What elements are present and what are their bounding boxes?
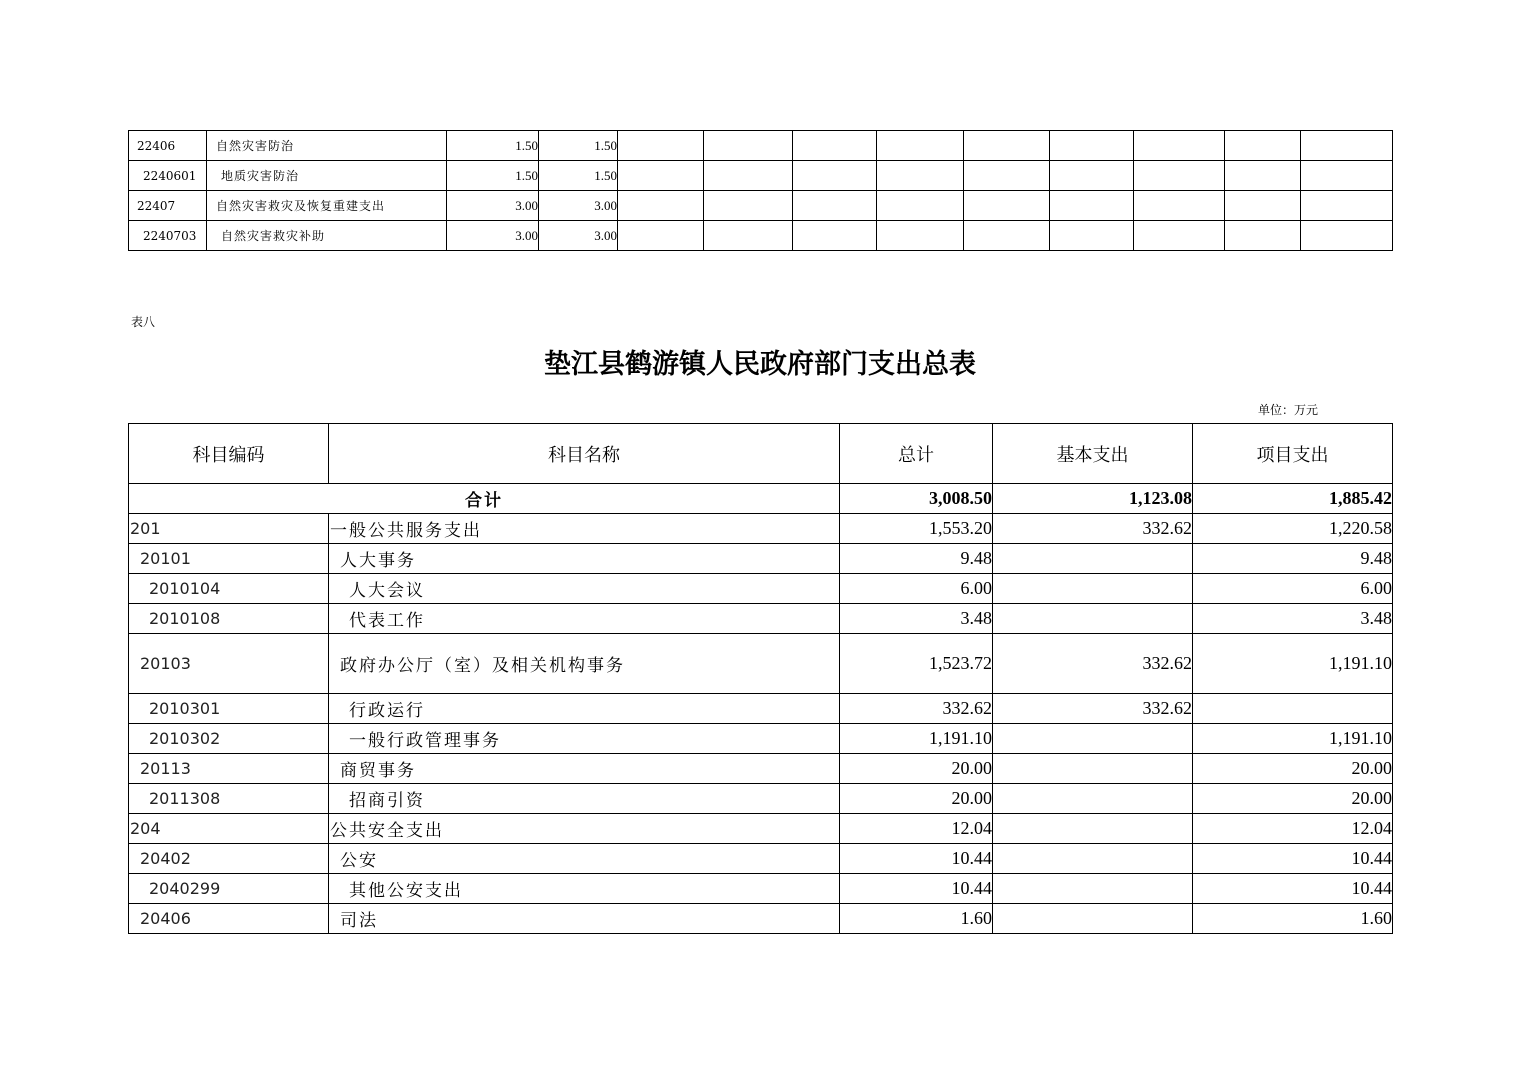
- row-total: 1.50: [447, 131, 539, 161]
- continued-table: [128, 130, 1393, 251]
- row-project: 9.48: [1193, 544, 1393, 574]
- row-total: 1,523.72: [840, 634, 993, 694]
- unit-note: 单位：万元: [1258, 403, 1319, 417]
- total-label: 合计: [129, 484, 840, 514]
- row-project: 20.00: [1193, 754, 1393, 784]
- row-total: 10.44: [840, 874, 993, 904]
- table-row: [129, 784, 1393, 814]
- row-code: 2010302: [129, 724, 329, 754]
- row-name: 一般公共服务支出: [329, 514, 840, 544]
- total-row: [129, 484, 1393, 514]
- empty-cell: [877, 161, 964, 191]
- empty-cell: [704, 191, 793, 221]
- row-name: 自然灾害防治: [207, 131, 447, 161]
- row-total: 10.44: [840, 844, 993, 874]
- empty-cell: [877, 131, 964, 161]
- table-row: [129, 514, 1393, 544]
- row-basic: [993, 844, 1193, 874]
- table-row: [129, 724, 1393, 754]
- row-code: 22406: [129, 131, 207, 161]
- empty-cell: [1301, 221, 1393, 251]
- row-project: 1,191.10: [1193, 724, 1393, 754]
- empty-cell: [793, 221, 877, 251]
- row-name: 商贸事务: [329, 754, 840, 784]
- row-name: 其他公安支出: [329, 874, 840, 904]
- row-total: 1,191.10: [840, 724, 993, 754]
- empty-cell: [618, 131, 704, 161]
- row-basic: [993, 724, 1193, 754]
- row-project: [1193, 694, 1393, 724]
- header-name: 科目名称: [329, 424, 840, 484]
- table-row: [129, 694, 1393, 724]
- empty-cell: [793, 191, 877, 221]
- empty-cell: [618, 221, 704, 251]
- row-project: 1.60: [1193, 904, 1393, 934]
- table-row: [129, 544, 1393, 574]
- row-basic: 332.62: [993, 514, 1193, 544]
- row-basic: [993, 874, 1193, 904]
- row-name: 地质灾害防治: [207, 161, 447, 191]
- row-name: 代表工作: [329, 604, 840, 634]
- row-total: 6.00: [840, 574, 993, 604]
- row-code: 2010108: [129, 604, 329, 634]
- header-row: [129, 424, 1393, 484]
- row-basic: [993, 904, 1193, 934]
- table-row: [129, 874, 1393, 904]
- table-row: [129, 161, 1393, 191]
- row-basic: [993, 574, 1193, 604]
- row-total: 3.00: [447, 191, 539, 221]
- table-row: [129, 574, 1393, 604]
- row-project: 1,220.58: [1193, 514, 1393, 544]
- empty-cell: [1050, 131, 1134, 161]
- row-name: 人大事务: [329, 544, 840, 574]
- row-project: 6.00: [1193, 574, 1393, 604]
- empty-cell: [618, 191, 704, 221]
- row-basic: [993, 814, 1193, 844]
- row-project: 10.44: [1193, 844, 1393, 874]
- empty-cell: [1301, 161, 1393, 191]
- row-code: 20406: [129, 904, 329, 934]
- row-name: 自然灾害救灾及恢复重建支出: [207, 191, 447, 221]
- row-basic: 332.62: [993, 694, 1193, 724]
- row-project: 10.44: [1193, 874, 1393, 904]
- empty-cell: [704, 161, 793, 191]
- table-row: [129, 221, 1393, 251]
- table-number-label: 表八: [131, 315, 156, 329]
- table-row: [129, 131, 1393, 161]
- empty-cell: [964, 191, 1050, 221]
- row-code: 204: [129, 814, 329, 844]
- empty-cell: [1134, 131, 1225, 161]
- row-name: 公共安全支出: [329, 814, 840, 844]
- row-code: 20113: [129, 754, 329, 784]
- page-title: 垫江县鹤游镇人民政府部门支出总表: [544, 349, 976, 380]
- row-total: 332.62: [840, 694, 993, 724]
- empty-cell: [704, 131, 793, 161]
- empty-cell: [1134, 221, 1225, 251]
- total-project: 1,885.42: [1193, 484, 1393, 514]
- empty-cell: [1225, 221, 1301, 251]
- empty-cell: [1050, 161, 1134, 191]
- empty-cell: [964, 161, 1050, 191]
- row-code: 22407: [129, 191, 207, 221]
- row-name: 一般行政管理事务: [329, 724, 840, 754]
- row-total: 9.48: [840, 544, 993, 574]
- row-code: 2240703: [129, 221, 207, 251]
- row-basic: [993, 784, 1193, 814]
- empty-cell: [1301, 191, 1393, 221]
- table-row: [129, 191, 1393, 221]
- row-code: 2010104: [129, 574, 329, 604]
- empty-cell: [877, 221, 964, 251]
- empty-cell: [1225, 131, 1301, 161]
- empty-cell: [1225, 191, 1301, 221]
- empty-cell: [1050, 191, 1134, 221]
- empty-cell: [618, 161, 704, 191]
- row-basic: 3.00: [539, 191, 618, 221]
- table-row: [129, 634, 1393, 694]
- row-project: 1,191.10: [1193, 634, 1393, 694]
- row-basic: [993, 604, 1193, 634]
- header-basic: 基本支出: [993, 424, 1193, 484]
- empty-cell: [964, 221, 1050, 251]
- row-total: 3.48: [840, 604, 993, 634]
- empty-cell: [1225, 161, 1301, 191]
- row-name: 司法: [329, 904, 840, 934]
- table-row: [129, 604, 1393, 634]
- row-code: 20402: [129, 844, 329, 874]
- row-basic: [993, 754, 1193, 784]
- table-row: [129, 844, 1393, 874]
- row-total: 20.00: [840, 754, 993, 784]
- empty-cell: [1050, 221, 1134, 251]
- row-code: 2011308: [129, 784, 329, 814]
- table-row: [129, 814, 1393, 844]
- empty-cell: [964, 131, 1050, 161]
- total-amount: 3,008.50: [840, 484, 993, 514]
- empty-cell: [1134, 161, 1225, 191]
- table-row: [129, 904, 1393, 934]
- row-basic: 332.62: [993, 634, 1193, 694]
- row-project: 20.00: [1193, 784, 1393, 814]
- row-total: 1.50: [447, 161, 539, 191]
- row-name: 行政运行: [329, 694, 840, 724]
- empty-cell: [793, 131, 877, 161]
- row-code: 20101: [129, 544, 329, 574]
- row-project: 12.04: [1193, 814, 1393, 844]
- row-project: 3.48: [1193, 604, 1393, 634]
- header-project: 项目支出: [1193, 424, 1393, 484]
- empty-cell: [1301, 131, 1393, 161]
- row-total: 1.60: [840, 904, 993, 934]
- header-total: 总计: [840, 424, 993, 484]
- empty-cell: [793, 161, 877, 191]
- table-row: [129, 754, 1393, 784]
- row-code: 2240601: [129, 161, 207, 191]
- row-name: 人大会议: [329, 574, 840, 604]
- row-name: 公安: [329, 844, 840, 874]
- header-code: 科目编码: [129, 424, 329, 484]
- row-code: 2010301: [129, 694, 329, 724]
- row-total: 20.00: [840, 784, 993, 814]
- row-total: 3.00: [447, 221, 539, 251]
- row-basic: [993, 544, 1193, 574]
- row-total: 12.04: [840, 814, 993, 844]
- empty-cell: [704, 221, 793, 251]
- empty-cell: [1134, 191, 1225, 221]
- row-code: 201: [129, 514, 329, 544]
- expenditure-summary-table: [128, 423, 1393, 934]
- empty-cell: [877, 191, 964, 221]
- total-basic: 1,123.08: [993, 484, 1193, 514]
- row-total: 1,553.20: [840, 514, 993, 544]
- row-name: 自然灾害救灾补助: [207, 221, 447, 251]
- row-basic: 1.50: [539, 131, 618, 161]
- row-basic: 3.00: [539, 221, 618, 251]
- row-code: 2040299: [129, 874, 329, 904]
- row-name: 招商引资: [329, 784, 840, 814]
- row-name: 政府办公厅（室）及相关机构事务: [329, 634, 840, 694]
- row-code: 20103: [129, 634, 329, 694]
- row-basic: 1.50: [539, 161, 618, 191]
